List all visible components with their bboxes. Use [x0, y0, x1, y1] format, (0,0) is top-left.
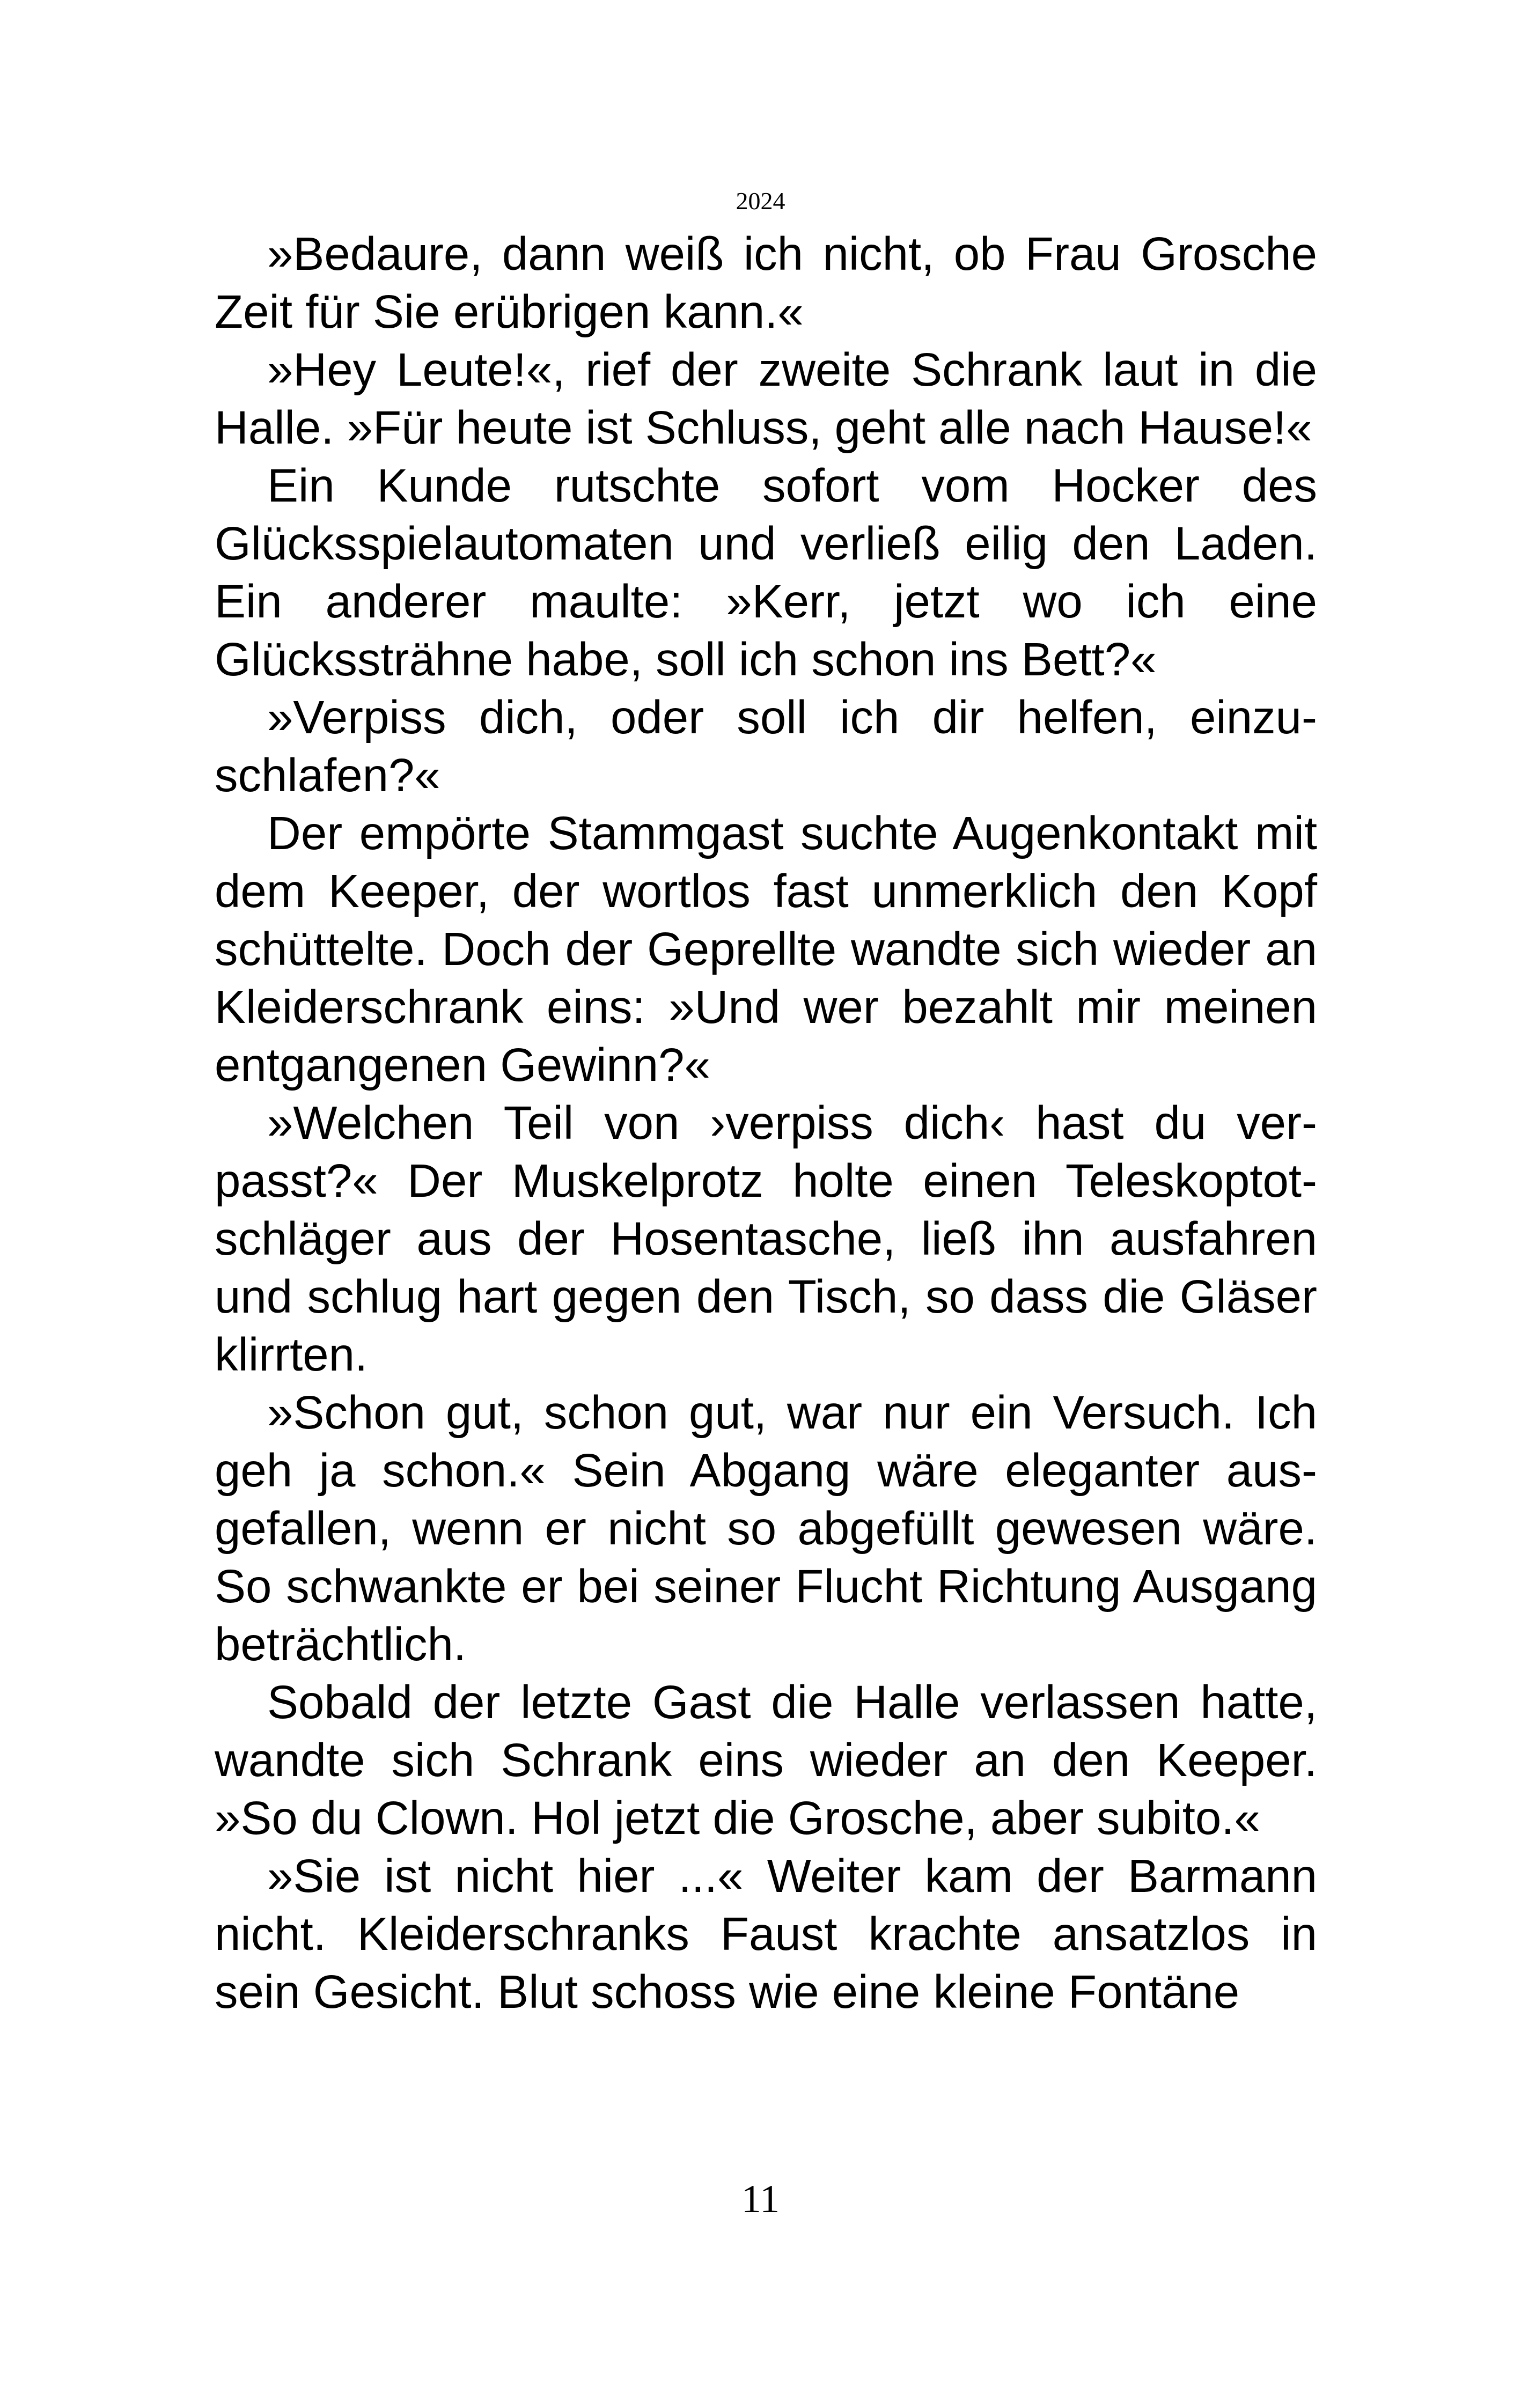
paragraph: »Hey Leute!«, rief der zweite Schrank laut in die Halle. »Für heute ist Schluss, geht alle nach Hause!«: [215, 344, 1317, 454]
paragraph: Sobald der letzte Gast die Halle verlassen hatte, wandte sich Schrank eins wieder an den Keeper. »So du Clown. Hol jetzt die Grosche, aber subito.«: [215, 1676, 1317, 1844]
paragraph: »Bedaure, dann weiß ich nicht, ob Frau Grosche Zeit für Sie erübrigen kann.«: [215, 228, 1317, 338]
page-number: 11: [741, 2177, 780, 2221]
body-text: [215, 225, 1317, 2021]
paragraph: Der empörte Stammgast suchte Augenkontakt mit dem Keeper, der wortlos fast unmerklich den Kopf schüttelte. Doch der Geprellte wandte sich wieder an Kleiderschrank eins: »Und wer bezahlt mir meinen entgangenen Gewinn?«: [215, 807, 1317, 1091]
paragraph: »Verpiss dich, oder soll ich dir helfen, einzuschlafen?«: [215, 691, 1317, 801]
paragraph: »Schon gut, schon gut, war nur ein Versuch. Ich geh ja schon.« Sein Abgang wäre eleganter ausgefallen, wenn er nicht so abgefüllt gewesen wäre. So schwankte er bei seiner Flucht Richtung Ausgang beträchtlich.: [215, 1387, 1317, 1670]
paragraph: Ein Kunde rutschte sofort vom Hocker des Glücksspielautomaten und verließ eilig den Laden. Ein anderer maulte: »Kerr, jetzt wo ich eine Glückssträhne habe, soll ich schon ins Bett?«: [215, 460, 1317, 686]
paragraph: »Welchen Teil von ›verpiss dich‹ hast du verpasst?« Der Muskelprotz holte einen Teleskoptotschläger aus der Hosentasche, ließ ihn ausfahren und schlug hart gegen den Tisch, so dass die Gläser klirrten.: [215, 1097, 1317, 1381]
paragraph-last: »Sie ist nicht hier ...« Weiter kam der Barmann nicht. Kleiderschranks Faust krachte ansatzlos in sein Gesicht. Blut schoss wie eine kleine Fontäne: [215, 1850, 1317, 2018]
running-head: 2024: [736, 187, 785, 215]
